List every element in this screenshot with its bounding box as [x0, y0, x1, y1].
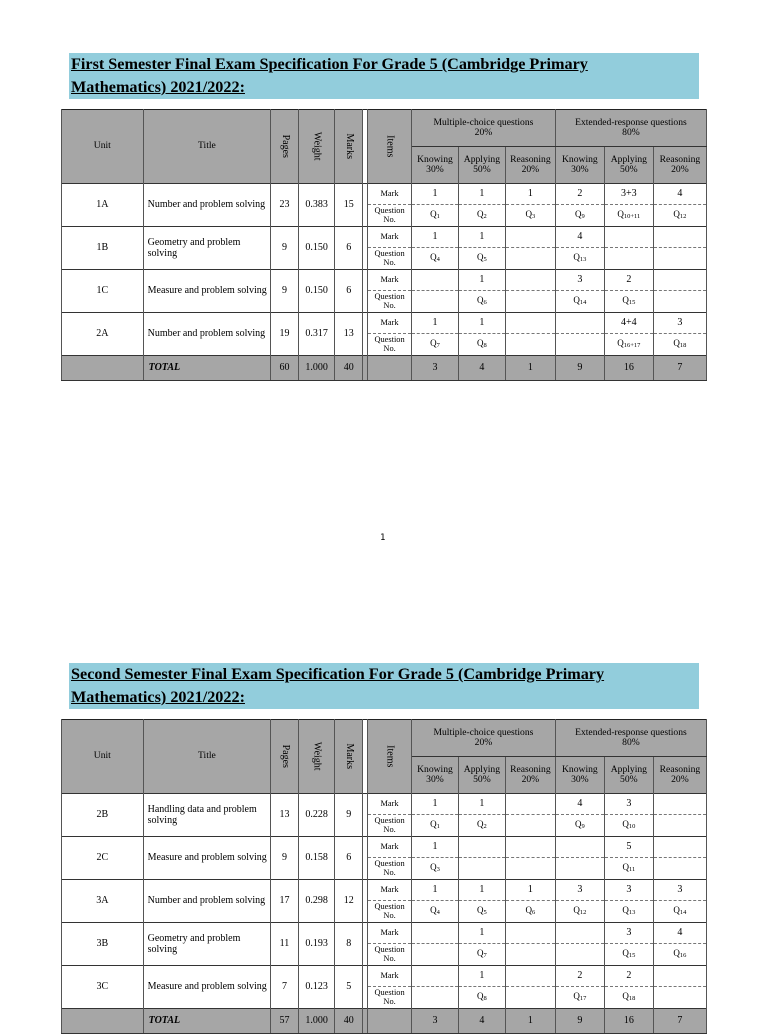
unit-cell: 2A — [62, 313, 144, 356]
mark-value: 1 — [458, 794, 505, 815]
items-question-label: Question No. — [368, 987, 412, 1009]
question-number: $Q_{14}$ — [653, 901, 706, 923]
unit-cell: 3C — [62, 966, 144, 1009]
heading-line-1: Second Semester Final Exam Specification For Grade 5 (Cambridge Primary — [71, 665, 605, 683]
mark-value: 4 — [555, 794, 604, 815]
header-title: Title — [143, 720, 271, 794]
second-semester-heading — [69, 663, 699, 709]
header-pages: Pages — [271, 720, 299, 794]
mark-value: 1 — [412, 227, 459, 248]
pages-cell: 13 — [271, 794, 299, 837]
total-items — [368, 1009, 412, 1034]
marks-cell: 9 — [335, 794, 363, 837]
question-number: $Q_{13}$ — [555, 248, 604, 270]
header-erq: Extended-response questions 80% — [555, 720, 706, 757]
weight-cell: 0.123 — [298, 966, 335, 1009]
mark-value: 1 — [412, 837, 459, 858]
pages-cell: 9 — [271, 837, 299, 880]
question-number: $Q_{13}$ — [604, 901, 653, 923]
marks-cell: 15 — [335, 184, 363, 227]
question-number: $Q_2$ — [458, 205, 505, 227]
total-value: 7 — [653, 1009, 706, 1034]
header-weight: Weight — [298, 720, 335, 794]
question-number: $Q_6$ — [458, 291, 505, 313]
header-items: Items — [368, 110, 412, 184]
first-semester-heading — [69, 53, 699, 99]
header-pages: Pages — [271, 110, 299, 184]
mark-value: 4+4 — [604, 313, 653, 334]
pages-cell: 7 — [271, 966, 299, 1009]
question-number: $Q_4$ — [412, 901, 459, 923]
mark-value: 3 — [653, 880, 706, 901]
question-number: $Q_{16}$ — [653, 944, 706, 966]
header-marks: Marks — [335, 110, 363, 184]
mark-value: 1 — [458, 966, 505, 987]
weight-cell: 0.383 — [298, 184, 335, 227]
page-number: 1 — [380, 533, 386, 543]
header-items: Items — [368, 720, 412, 794]
heading-line-1: First Semester Final Exam Specification For Grade 5 (Cambridge Primary — [71, 55, 588, 73]
question-number — [458, 858, 505, 880]
question-number — [412, 291, 459, 313]
unit-cell: 3B — [62, 923, 144, 966]
header-applying: Applying 50% — [458, 757, 505, 794]
items-question-label: Question No. — [368, 858, 412, 880]
table-row — [62, 270, 707, 291]
question-number: $Q_{12}$ — [653, 205, 706, 227]
header-reasoning: Reasoning 20% — [653, 757, 706, 794]
header-erq: Extended-response questions 80% — [555, 110, 706, 147]
total-value: 3 — [412, 356, 459, 381]
question-number: $Q_1$ — [412, 815, 459, 837]
marks-cell: 13 — [335, 313, 363, 356]
mark-value: 4 — [555, 227, 604, 248]
mark-value: 1 — [458, 184, 505, 205]
header-reasoning: Reasoning 20% — [653, 147, 706, 184]
table-row — [62, 837, 707, 858]
mark-value: 4 — [653, 923, 706, 944]
total-value: 16 — [604, 1009, 653, 1034]
items-question-label: Question No. — [368, 901, 412, 923]
total-marks: 40 — [335, 1009, 363, 1034]
weight-cell: 0.317 — [298, 313, 335, 356]
spec-table-0 — [61, 109, 707, 381]
table-row — [62, 794, 707, 815]
mark-value: 1 — [505, 880, 555, 901]
question-number: $Q_{15}$ — [604, 944, 653, 966]
mark-value: 1 — [458, 923, 505, 944]
question-number — [505, 858, 555, 880]
question-number: $Q_4$ — [412, 248, 459, 270]
question-number — [604, 248, 653, 270]
question-number: $Q_{14}$ — [555, 291, 604, 313]
header-reasoning: Reasoning 20% — [505, 757, 555, 794]
weight-cell: 0.298 — [298, 880, 335, 923]
total-value: 4 — [458, 356, 505, 381]
question-number — [412, 987, 459, 1009]
total-value: 3 — [412, 1009, 459, 1034]
mark-value — [555, 923, 604, 944]
header-applying: Applying 50% — [604, 147, 653, 184]
total-value: 9 — [555, 1009, 604, 1034]
unit-cell: 2B — [62, 794, 144, 837]
header-knowing: Knowing 30% — [412, 147, 459, 184]
table-row — [62, 184, 707, 205]
question-number: $Q_8$ — [458, 334, 505, 356]
items-mark-label: Mark — [368, 794, 412, 815]
mark-value: 1 — [505, 184, 555, 205]
title-cell: Handling data and problem solving — [143, 794, 271, 837]
total-marks: 40 — [335, 356, 363, 381]
title-cell: Measure and problem solving — [143, 966, 271, 1009]
question-number: $Q_7$ — [412, 334, 459, 356]
items-mark-label: Mark — [368, 880, 412, 901]
mark-value — [555, 837, 604, 858]
items-question-label: Question No. — [368, 248, 412, 270]
question-number: $Q_6$ — [505, 901, 555, 923]
question-number — [555, 858, 604, 880]
total-weight: 1.000 — [298, 356, 335, 381]
question-number: $Q_8$ — [458, 987, 505, 1009]
mark-value — [555, 313, 604, 334]
total-value: 16 — [604, 356, 653, 381]
mark-value — [653, 270, 706, 291]
header-mcq: Multiple-choice questions 20% — [412, 720, 556, 757]
header-unit: Unit — [62, 720, 144, 794]
total-value: 7 — [653, 356, 706, 381]
table-row — [62, 880, 707, 901]
question-number — [505, 815, 555, 837]
pages-cell: 17 — [271, 880, 299, 923]
items-question-label: Question No. — [368, 334, 412, 356]
weight-cell: 0.150 — [298, 270, 335, 313]
question-number: $Q_{10+11}$ — [604, 205, 653, 227]
weight-cell: 0.150 — [298, 227, 335, 270]
items-question-label: Question No. — [368, 205, 412, 227]
header-title: Title — [143, 110, 271, 184]
title-cell: Measure and problem solving — [143, 270, 271, 313]
title-cell: Geometry and problem solving — [143, 227, 271, 270]
header-applying: Applying 50% — [458, 147, 505, 184]
unit-cell: 1B — [62, 227, 144, 270]
unit-cell: 1A — [62, 184, 144, 227]
pages-cell: 9 — [271, 227, 299, 270]
question-number: $Q_5$ — [458, 248, 505, 270]
mark-value: 3 — [555, 270, 604, 291]
header-mcq: Multiple-choice questions 20% — [412, 110, 556, 147]
mark-value: 1 — [412, 880, 459, 901]
question-number — [653, 815, 706, 837]
question-number: $Q_{17}$ — [555, 987, 604, 1009]
table-row — [62, 966, 707, 987]
unit-cell: 1C — [62, 270, 144, 313]
mark-value — [653, 966, 706, 987]
title-cell: Number and problem solving — [143, 313, 271, 356]
header-knowing: Knowing 30% — [412, 757, 459, 794]
mark-value — [505, 837, 555, 858]
mark-value — [505, 923, 555, 944]
total-weight: 1.000 — [298, 1009, 335, 1034]
mark-value: 3 — [653, 313, 706, 334]
mark-value: 2 — [555, 966, 604, 987]
question-number: $Q_{11}$ — [604, 858, 653, 880]
header-applying: Applying 50% — [604, 757, 653, 794]
title-cell: Number and problem solving — [143, 184, 271, 227]
mark-value — [458, 837, 505, 858]
items-mark-label: Mark — [368, 837, 412, 858]
mark-value: 1 — [458, 880, 505, 901]
question-number — [555, 944, 604, 966]
header-reasoning: Reasoning 20% — [505, 147, 555, 184]
items-mark-label: Mark — [368, 184, 412, 205]
marks-cell: 6 — [335, 270, 363, 313]
table-row — [62, 227, 707, 248]
total-value: 9 — [555, 356, 604, 381]
unit-cell: 3A — [62, 880, 144, 923]
items-question-label: Question No. — [368, 944, 412, 966]
mark-value: 3+3 — [604, 184, 653, 205]
mark-value: 3 — [555, 880, 604, 901]
mark-value — [412, 966, 459, 987]
mark-value: 3 — [604, 794, 653, 815]
mark-value — [653, 837, 706, 858]
question-number: $Q_1$ — [412, 205, 459, 227]
total-pages: 60 — [271, 356, 299, 381]
question-number: $Q_5$ — [458, 901, 505, 923]
weight-cell: 0.193 — [298, 923, 335, 966]
question-number — [653, 291, 706, 313]
header-unit: Unit — [62, 110, 144, 184]
question-number: $Q_{16+17}$ — [604, 334, 653, 356]
mark-value: 4 — [653, 184, 706, 205]
question-number: $Q_{18}$ — [604, 987, 653, 1009]
mark-value: 1 — [458, 313, 505, 334]
question-number: $Q_3$ — [412, 858, 459, 880]
items-mark-label: Mark — [368, 923, 412, 944]
unit-cell: 2C — [62, 837, 144, 880]
items-mark-label: Mark — [368, 313, 412, 334]
mark-value — [505, 313, 555, 334]
table-row — [62, 313, 707, 334]
marks-cell: 12 — [335, 880, 363, 923]
pages-cell: 11 — [271, 923, 299, 966]
weight-cell: 0.228 — [298, 794, 335, 837]
question-number — [505, 291, 555, 313]
items-question-label: Question No. — [368, 291, 412, 313]
question-number: $Q_3$ — [505, 205, 555, 227]
question-number — [412, 944, 459, 966]
mark-value: 5 — [604, 837, 653, 858]
spec-table-1 — [61, 719, 707, 1034]
total-pages: 57 — [271, 1009, 299, 1034]
total-value: 1 — [505, 356, 555, 381]
marks-cell: 5 — [335, 966, 363, 1009]
heading-line-2: Mathematics) 2021/2022: — [71, 78, 245, 96]
question-number: $Q_9$ — [555, 815, 604, 837]
question-number: $Q_7$ — [458, 944, 505, 966]
total-row — [62, 356, 707, 381]
question-number: $Q_{12}$ — [555, 901, 604, 923]
pages-cell: 19 — [271, 313, 299, 356]
marks-cell: 6 — [335, 837, 363, 880]
question-number: $Q_2$ — [458, 815, 505, 837]
total-items — [368, 356, 412, 381]
total-value: 4 — [458, 1009, 505, 1034]
mark-value — [653, 227, 706, 248]
question-number: $Q_{15}$ — [604, 291, 653, 313]
header-weight: Weight — [298, 110, 335, 184]
question-number — [505, 248, 555, 270]
items-mark-label: Mark — [368, 270, 412, 291]
mark-value: 2 — [604, 270, 653, 291]
items-mark-label: Mark — [368, 966, 412, 987]
mark-value — [505, 227, 555, 248]
question-number — [653, 987, 706, 1009]
question-number — [505, 987, 555, 1009]
table-row — [62, 923, 707, 944]
title-cell: Measure and problem solving — [143, 837, 271, 880]
mark-value: 3 — [604, 923, 653, 944]
heading-line-2: Mathematics) 2021/2022: — [71, 688, 245, 706]
total-label: TOTAL — [143, 356, 271, 381]
items-mark-label: Mark — [368, 227, 412, 248]
question-number — [505, 944, 555, 966]
pages-cell: 9 — [271, 270, 299, 313]
question-number — [653, 858, 706, 880]
mark-value — [505, 966, 555, 987]
mark-value: 3 — [604, 880, 653, 901]
items-question-label: Question No. — [368, 815, 412, 837]
question-number: $Q_9$ — [555, 205, 604, 227]
header-marks: Marks — [335, 720, 363, 794]
title-cell: Number and problem solving — [143, 880, 271, 923]
total-value: 1 — [505, 1009, 555, 1034]
question-number — [653, 248, 706, 270]
mark-value: 1 — [458, 227, 505, 248]
mark-value: 2 — [555, 184, 604, 205]
mark-value — [505, 794, 555, 815]
marks-cell: 8 — [335, 923, 363, 966]
header-knowing: Knowing 30% — [555, 757, 604, 794]
mark-value — [412, 923, 459, 944]
mark-value: 1 — [412, 794, 459, 815]
mark-value — [604, 227, 653, 248]
mark-value: 1 — [412, 184, 459, 205]
mark-value — [505, 270, 555, 291]
marks-cell: 6 — [335, 227, 363, 270]
weight-cell: 0.158 — [298, 837, 335, 880]
mark-value — [412, 270, 459, 291]
question-number — [505, 334, 555, 356]
header-knowing: Knowing 30% — [555, 147, 604, 184]
mark-value: 1 — [412, 313, 459, 334]
total-row — [62, 1009, 707, 1034]
question-number: $Q_{10}$ — [604, 815, 653, 837]
mark-value: 1 — [458, 270, 505, 291]
pages-cell: 23 — [271, 184, 299, 227]
mark-value: 2 — [604, 966, 653, 987]
question-number — [555, 334, 604, 356]
mark-value — [653, 794, 706, 815]
title-cell: Geometry and problem solving — [143, 923, 271, 966]
total-label: TOTAL — [143, 1009, 271, 1034]
question-number: $Q_{18}$ — [653, 334, 706, 356]
